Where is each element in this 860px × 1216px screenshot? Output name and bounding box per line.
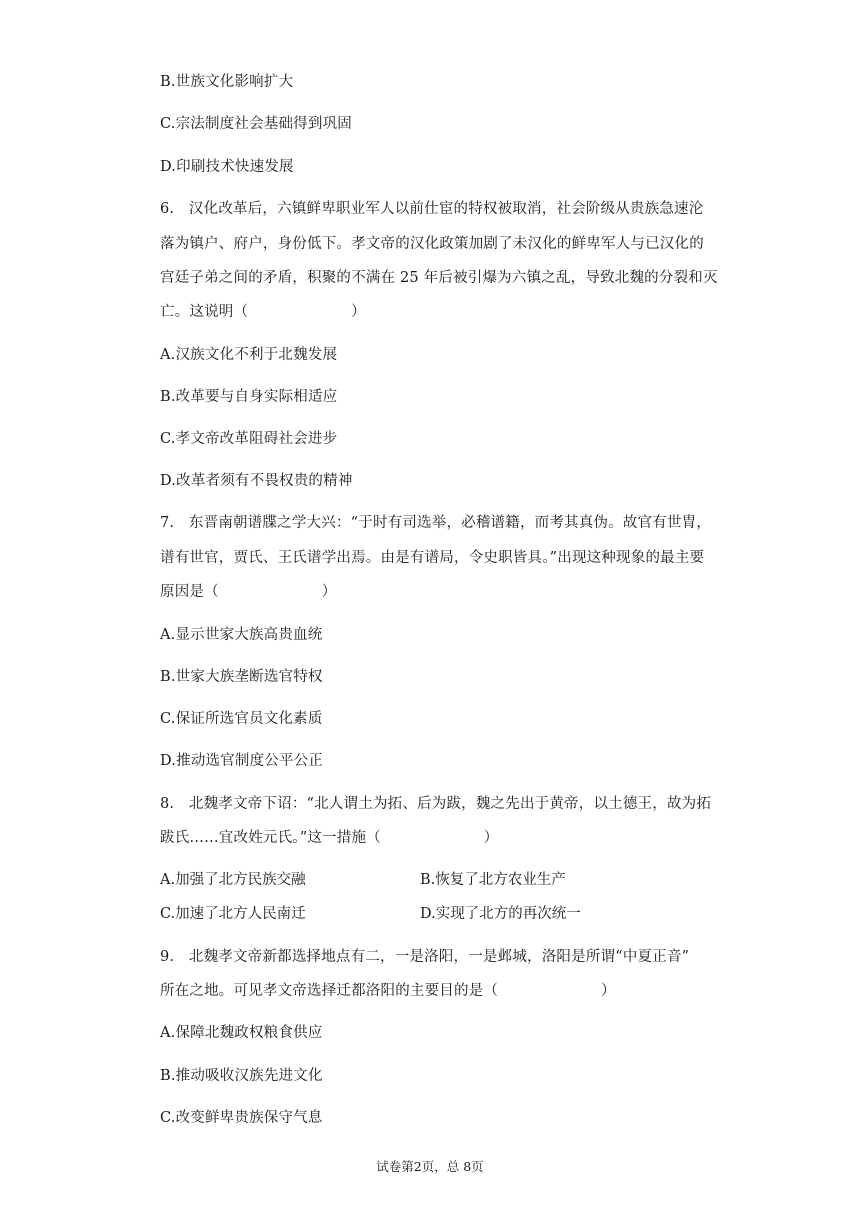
q6-stem-line-1: 6. 汉化改革后，六镇鲜卑职业军人以前仕宦的特权被取消，社会阶级从贵族急速沦 <box>160 201 704 217</box>
q7-option-b: B.世家大族垄断选官特权 <box>160 669 323 685</box>
q6-stem-line-2: 落为镇户、府户，身份低下。孝文帝的汉化政策加剧了未汉化的鲜卑军人与已汉化的 <box>160 236 704 252</box>
q8-option-b: B.恢复了北方农业生产 <box>420 872 566 888</box>
q8-option-c: C.加速了北方人民南迁 <box>160 906 306 922</box>
q5-option-c: C.宗法制度社会基础得到巩固 <box>160 116 352 132</box>
q6-option-b: B.改革要与自身实际相适应 <box>160 389 338 405</box>
q7-option-d: D.推动选官制度公平公正 <box>160 753 324 769</box>
page-footer: 试卷第2页，总 8页 <box>376 1159 484 1174</box>
q6-option-d: D.改革者须有不畏权贵的精神 <box>160 473 353 489</box>
q7-option-a: A.显示世家大族高贵血统 <box>160 627 323 643</box>
q7-stem-line-2: 谱有世官，贾氏、王氏谱学出焉。由是有谱局，令史职皆具。”出现这种现象的最主要 <box>160 550 705 566</box>
q6-option-c: C.孝文帝改革阻碍社会进步 <box>160 431 338 447</box>
q7-stem-line-3: 原因是（ ） <box>160 584 337 600</box>
q9-stem-line-1: 9. 北魏孝文帝新都选择地点有二，一是洛阳，一是邺城，洛阳是所谓“中夏正音” <box>160 949 690 965</box>
q6-stem-line-3: 宫廷子弟之间的矛盾，积聚的不满在 25 年后被引爆为六镇之乱，导致北魏的分裂和灭 <box>160 270 718 286</box>
q6-option-a: A.汉族文化不利于北魏发展 <box>160 347 338 363</box>
q9-option-c: C.改变鲜卑贵族保守气息 <box>160 1110 323 1126</box>
q5-option-d: D.印刷技术快速发展 <box>160 159 294 175</box>
q6-stem-line-4: 亡。这说明（ ） <box>160 304 366 320</box>
q8-option-d: D.实现了北方的再次统一 <box>420 906 581 922</box>
q8-option-a: A.加强了北方民族交融 <box>160 872 306 888</box>
q9-option-b: B.推动吸收汉族先进文化 <box>160 1068 323 1084</box>
q5-option-b: B.世族文化影响扩大 <box>160 74 294 90</box>
q7-stem-line-1: 7. 东晋南朝谱牒之学大兴：“于时有司选举，必稽谱籍，而考其真伪。故官有世胄， <box>160 515 712 531</box>
q8-stem-line-2: 跋氏……宜改姓元氏。”这一措施（ ） <box>160 830 499 846</box>
q9-stem-line-2: 所在之地。可见孝文帝选择迁都洛阳的主要目的是（ ） <box>160 983 616 999</box>
q8-stem-line-1: 8. 北魏孝文帝下诏：“北人谓土为拓、后为跋，魏之先出于黄帝，以土德王，故为拓 <box>160 796 712 812</box>
q7-option-c: C.保证所选官员文化素质 <box>160 711 323 727</box>
q9-option-a: A.保障北魏政权粮食供应 <box>160 1025 323 1041</box>
